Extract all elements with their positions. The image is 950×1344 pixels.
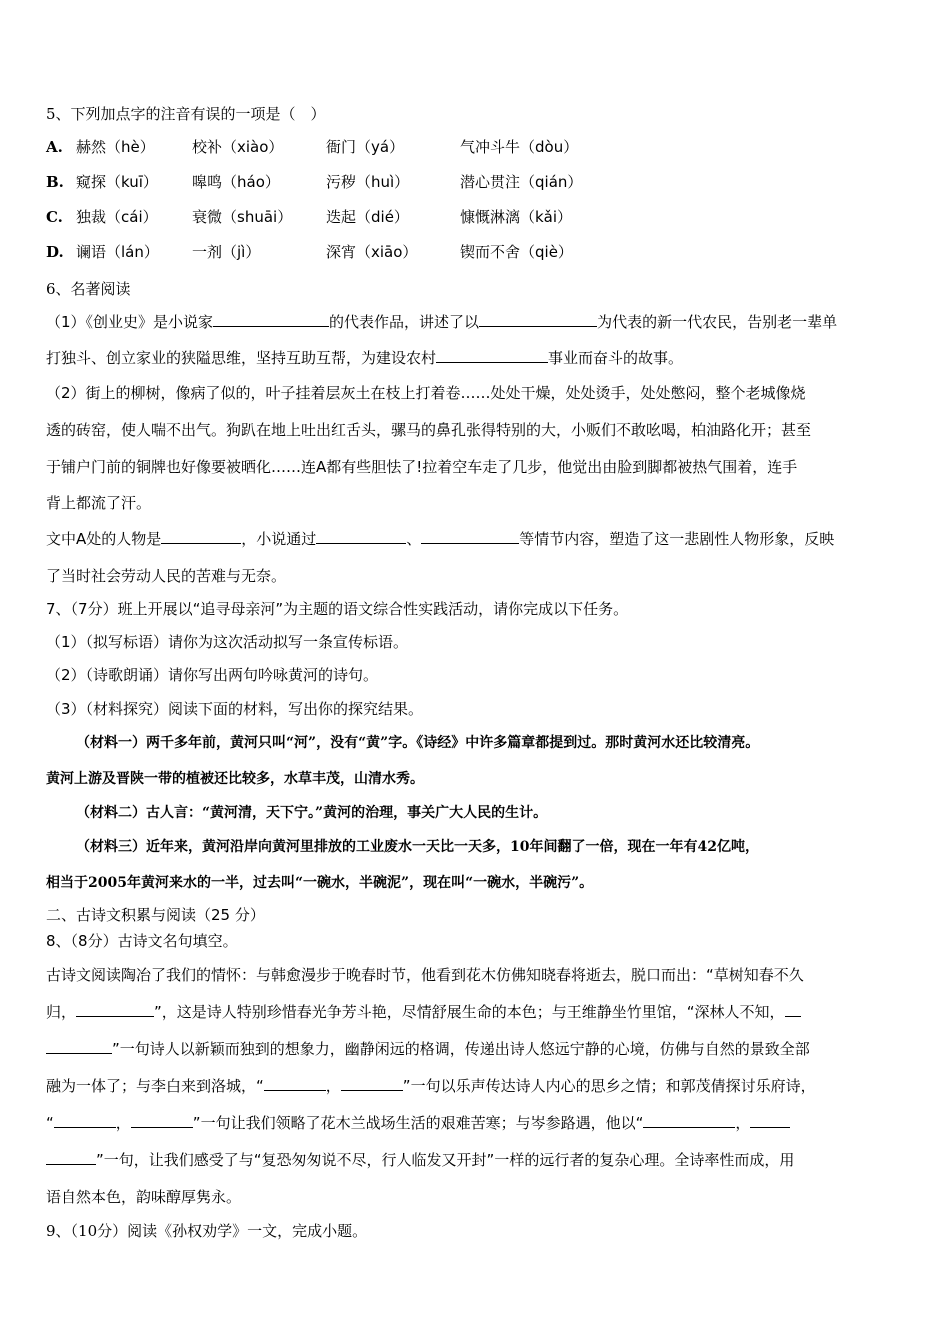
answer-blank[interactable] xyxy=(213,312,329,327)
text: 等情节内容，塑造了这一悲剧性人物形象，反映 xyxy=(519,530,835,548)
q8-line-2 xyxy=(46,1002,801,1022)
q7-material-2: （材料二）古人言：“黄河清，天下宁。”黄河的治理，事关广大人民的生计。 xyxy=(76,805,548,821)
option-item: 赫然（hè） xyxy=(76,138,155,156)
answer-blank[interactable] xyxy=(750,1113,790,1128)
q8-line-7: 语自然本色，韵味醇厚隽永。 xyxy=(46,1188,242,1206)
option-item: 衙门（yá） xyxy=(326,138,405,156)
option-item: 污秽（huì） xyxy=(326,173,410,191)
answer-blank[interactable] xyxy=(316,529,406,544)
text: 融为一体了；与李白来到洛城，“ xyxy=(46,1077,264,1095)
text: 的代表作品，讲述了以 xyxy=(329,313,480,331)
q6-paragraph-2-line: 于铺户门前的铜牌也好像要被晒化……连A都有些胆怯了!拉着空车走了几步，他觉出由脸到脚都被热气围着，连手 xyxy=(46,458,798,476)
text: 归， xyxy=(46,1003,77,1021)
text: ”一句让我们领略了花木兰战场生活的艰难苦寒；与岑参路遇，他以“ xyxy=(192,1114,644,1132)
answer-blank[interactable] xyxy=(76,1002,154,1017)
q8-line-3 xyxy=(46,1039,810,1059)
text: （1）《创业史》是小说家 xyxy=(46,313,214,331)
answer-blank[interactable] xyxy=(436,348,548,363)
text: 打独斗、创立家业的狭隘思维，坚持互助互帮，为建设农村 xyxy=(46,349,437,367)
answer-blank[interactable] xyxy=(54,1113,116,1128)
answer-blank[interactable] xyxy=(643,1113,735,1128)
q7-material-1-line-2: 黄河上游及晋陕一带的植被还比较多，水草丰茂，山清水秀。 xyxy=(46,771,424,787)
q7-task-1: （1）（拟写标语）请你为这次活动拟写一条宣传标语。 xyxy=(46,633,409,651)
option-item: 一剂（jì） xyxy=(192,243,261,261)
text: ， xyxy=(325,1077,341,1095)
answer-blank[interactable] xyxy=(161,529,241,544)
q6-paragraph-2-line: （2）街上的柳树，像病了似的，叶子挂着层灰土在枝上打着卷……处处干燥，处处烫手，处处憋闷，整个老城像烧 xyxy=(46,384,806,402)
option-label: C. xyxy=(46,208,63,226)
answer-blank[interactable] xyxy=(264,1076,326,1091)
q9-title: 9、（10分）阅读《孙权劝学》一文，完成小题。 xyxy=(46,1222,368,1240)
text: ”一句诗人以新颖而独到的想象力，幽静闲远的格调，传递出诗人悠远宁静的心境，仿佛与自然的景致全部 xyxy=(112,1040,810,1058)
option-item: 深宵（xiāo） xyxy=(326,243,418,261)
q6-paragraph-3-line-1 xyxy=(46,529,834,549)
option-item: 衰微（shuāi） xyxy=(192,208,293,226)
answer-blank[interactable] xyxy=(479,312,597,327)
option-item: 迭起（dié） xyxy=(326,208,409,226)
q6-paragraph-1-line-1 xyxy=(46,312,837,332)
option-item: 嗥鸣（háo） xyxy=(192,173,280,191)
text: 文中A处的人物是 xyxy=(46,530,162,548)
option-item: 潜心贯注（qián） xyxy=(460,173,583,191)
answer-blank[interactable] xyxy=(785,1002,801,1017)
text: 、 xyxy=(406,530,422,548)
text: “ xyxy=(46,1114,54,1132)
answer-blank[interactable] xyxy=(46,1039,112,1054)
q6-paragraph-1-line-2 xyxy=(46,348,683,368)
option-label: B. xyxy=(46,173,64,191)
q7-title: 7、（7分）班上开展以“追寻母亲河”为主题的语文综合性实践活动，请你完成以下任务。 xyxy=(46,600,629,618)
q6-paragraph-3-line-2: 了当时社会劳动人民的苦难与无奈。 xyxy=(46,567,287,585)
option-item: 锲而不舍（qiè） xyxy=(460,243,573,261)
text: ，小说通过 xyxy=(241,530,317,548)
q8-line-4 xyxy=(46,1076,816,1096)
q6-title: 6、名著阅读 xyxy=(46,280,131,298)
q8-line-1: 古诗文阅读陶冶了我们的情怀：与韩愈漫步于晚春时节，他看到花木仿佛知晓春将逝去，脱口而出：“草树知春不久 xyxy=(46,966,804,984)
text: ”一句以乐声传达诗人内心的思乡之情；和郭茂倩探讨乐府诗， xyxy=(402,1077,816,1095)
q8-line-6 xyxy=(46,1150,794,1170)
option-label: A. xyxy=(46,138,63,156)
option-item: 校补（xiào） xyxy=(192,138,284,156)
q5-title: 5、下列加点字的注音有误的一项是（ ） xyxy=(46,105,326,123)
text: ”一句，让我们感受了与“复恐匆匆说不尽，行人临发又开封”一样的远行者的复杂心理。全诗率性而成，用 xyxy=(96,1151,795,1169)
q7-task-3: （3）（材料探究）阅读下面的材料，写出你的探究结果。 xyxy=(46,700,424,718)
q8-title: 8、（8分）古诗文名句填空。 xyxy=(46,932,238,950)
q8-line-5 xyxy=(46,1113,790,1133)
text: 事业而奋斗的故事。 xyxy=(548,349,684,367)
option-item: 慷慨淋漓（kǎi） xyxy=(460,208,573,226)
text: ”，这是诗人特别珍惜春光争芳斗艳，尽情舒展生命的本色；与王维静坐竹里馆，“深林人不知， xyxy=(154,1003,785,1021)
answer-blank[interactable] xyxy=(421,529,519,544)
answer-blank[interactable] xyxy=(131,1113,193,1128)
section-2-heading: 二、古诗文积累与阅读（25 分） xyxy=(46,906,265,924)
option-item: 谰语（lán） xyxy=(76,243,159,261)
option-item: 独裁（cái） xyxy=(76,208,158,226)
option-item: 窥探（kuī） xyxy=(76,173,158,191)
option-label: D. xyxy=(46,243,64,261)
q7-material-1-line-1: （材料一）两千多年前，黄河只叫“河”，没有“黄”字。《诗经》中许多篇章都提到过。那时黄河水还比较清亮。 xyxy=(76,735,760,751)
q6-paragraph-2-line: 透的砖窑，使人喘不出气。狗趴在地上吐出红舌头，骡马的鼻孔张得特别的大，小贩们不敢吆喝，柏油路化开；甚至 xyxy=(46,421,812,439)
q7-material-3-line-1: （材料三）近年来，黄河沿岸向黄河里排放的工业废水一天比一天多，10年间翻了一倍，现在一年有42亿吨， xyxy=(76,839,759,855)
answer-blank[interactable] xyxy=(341,1076,403,1091)
text: ， xyxy=(735,1114,751,1132)
text: 为代表的新一代农民，告别老一辈单 xyxy=(597,313,838,331)
q7-task-2: （2）（诗歌朗诵）请你写出两句吟咏黄河的诗句。 xyxy=(46,666,379,684)
option-item: 气冲斗牛（dòu） xyxy=(460,138,579,156)
q6-paragraph-2-line: 背上都流了汗。 xyxy=(46,494,152,512)
q7-material-3-line-2: 相当于2005年黄河来水的一半，过去叫“一碗水，半碗泥”，现在叫“一碗水，半碗污”。 xyxy=(46,875,594,891)
text: ， xyxy=(115,1114,131,1132)
answer-blank[interactable] xyxy=(46,1150,96,1165)
